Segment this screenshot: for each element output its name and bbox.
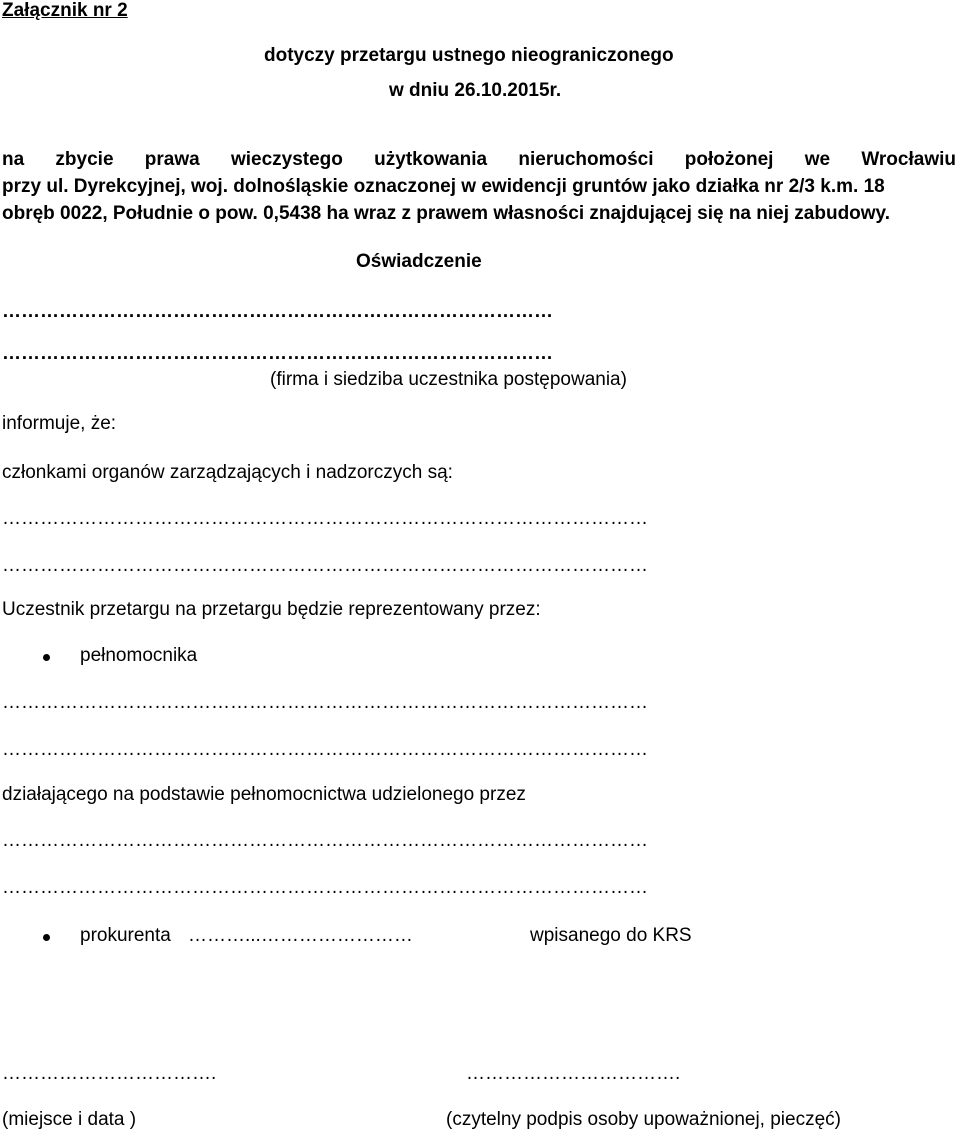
bullet-icon: [43, 654, 50, 661]
company-dots-2: ……………………………………………………………………………: [2, 343, 553, 364]
grant-dots-1: …………………………………………………………………………………………: [2, 830, 648, 851]
place-date-caption: (miejsce i data ): [2, 1109, 137, 1130]
place-date-dots: …………………………….: [2, 1063, 217, 1084]
subject-line-1: dotyczy przetargu ustnego nieograniczonego: [264, 45, 674, 66]
acting-under-label: działającego na podstawie pełnomocnictwa udzielonego przez: [2, 784, 526, 805]
board-dots-1: …………………………………………………………………………………………: [2, 508, 648, 529]
statement-heading: Oświadczenie: [356, 251, 482, 272]
signature-caption: (czytelny podpis osoby upoważnionej, pieczęć): [446, 1109, 841, 1130]
property-line-1: na zbycie prawa wieczystego użytkowania nieruchomości położonej we Wrocławiu: [2, 149, 956, 170]
signature-dots: …………………………….: [466, 1063, 681, 1084]
company-caption: (firma i siedziba uczestnika postępowania): [270, 369, 627, 390]
property-line-2: przy ul. Dyrekcyjnej, woj. dolnośląskie oznaczonej w ewidencji gruntów jako działka nr 2/3 k.m. 18: [2, 176, 885, 197]
represented-by-label: Uczestnik przetargu na przetargu będzie reprezentowany przez:: [2, 599, 541, 620]
grant-dots-2: …………………………………………………………………………………………: [2, 877, 648, 898]
option-proxy: pełnomocnika: [80, 645, 198, 666]
informs-label: informuje, że:: [2, 413, 117, 434]
property-line-3: obręb 0022, Południe o pow. 0,5438 ha wraz z prawem własności znajdującej się na niej zabudowy.: [2, 203, 890, 224]
subject-line-2: w dniu 26.10.2015r.: [389, 80, 562, 101]
krs-text: wpisanego do KRS: [530, 925, 692, 946]
proxy-dots-2: …………………………………………………………………………………………: [2, 739, 648, 760]
procurator-fill-dots: ………...……………………: [188, 925, 413, 946]
proxy-dots-1: …………………………………………………………………………………………: [2, 692, 648, 713]
option-procurator: prokurenta: [80, 925, 171, 946]
bullet-icon: [43, 934, 50, 941]
annex-title: Załącznik nr 2: [2, 0, 128, 21]
board-dots-2: …………………………………………………………………………………………: [2, 555, 648, 576]
company-dots-1: ……………………………………………………………………………: [2, 301, 553, 322]
board-label: członkami organów zarządzających i nadzorczych są:: [2, 462, 453, 483]
